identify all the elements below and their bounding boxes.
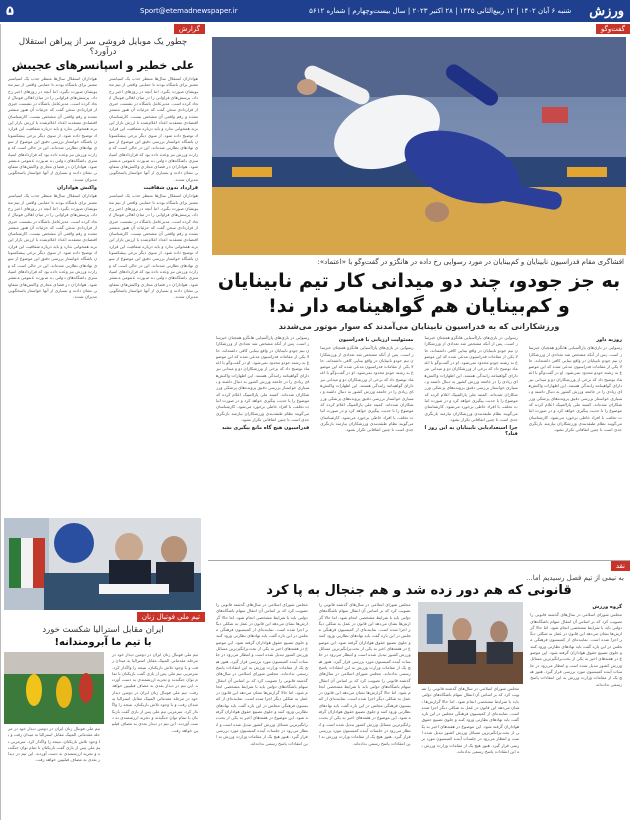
bottom-body-3: مجلس شورای اسلامی در سال‌های گذشته قانونی را تصویب کرد که بر اساس آن انتقال سهام باشگاه‌های دولتی باید با شرایط مشخصی انجام شود. اما حالا گزارش‌ها نشان می‌دهد این قانون در عمل به شکلی دیگر اجرا شده است. نماینده‌ای از کمیسیون فرهنگی مجلس در این باره گفت باید نهادهای نظارتی ورود کنند و جلوی تضییع حقوق هواداران گرفته شود. این موضوع در هفته‌های اخیر به یکی از بحث‌برانگیزترین مسائل ورزش کشور تبدیل شده است و انتظار می‌رود در جلسات آینده کمیسیون مورد بررسی قرار گیرد. هنوز هیچ یک از مقامات وزارت ورزش به این انتقادات پاسخ رسمی نداده‌اند. (318, 602, 411, 677)
main-subhead-1: چرا استعدادیابی نابینایان به این روز افتاد؟ (424, 425, 518, 438)
left-body-text-2: هواداران استقلال سال‌ها منتظر جذب یک اسپانسر معتبر برای باشگاه بودند تا حمایتی واقعی از تیم محبوبشان صورت بگیرد. اما آنچه در روزهای اخیر رخ داد، پرسش‌های فراوانی را در میان اهالی فوتبال ایجاد کرده است. مدیرعامل باشگاه در نشست خبری از قراردادی سخن گفت که جزئیات آن هنوز منتشر نشده و رقم واقعی آن مشخص نیست. کارشناسان اقتصادی معتقدند اعداد اعلام‌شده با ارزش بازار این برند همخوانی ندارد و باید درباره شفافیت این قرارداد توضیح داده شود. از سوی دیگر برخی پیشکسوتان باشگاه خواستار بررسی دقیق این موضوع از سوی نهادهای نظارتی شده‌اند. این در حالی است که وزارت ورزش نیز وعده داده بود که قراردادهای اسپانسری باشگاه‌های دولتی به صورت عمومی منتشر شود. هواداران در فضای مجازی واکنش‌های متفاوتی نشان دادند و بسیاری از آنها خواستار پاسخگویی مدیران شدند. (109, 193, 198, 300)
contract-signing-photo (4, 518, 201, 610)
left-body-text: هواداران استقلال سال‌ها منتظر جذب یک اسپانسر معتبر برای باشگاه بودند تا حمایتی واقعی از تیم محبوبشان صورت بگیرد. اما آنچه در روزهای اخیر رخ داد، پرسش‌های فراوانی را در میان اهالی فوتبال ایجاد کرده است. مدیرعامل باشگاه در نشست خبری از قراردادی سخن گفت که جزئیات آن هنوز منتشر نشده و رقم واقعی آن مشخص نیست. کارشناسان اقتصادی معتقدند اعداد اعلام‌شده با ارزش بازار این برند همخوانی ندارد و باید درباره شفافیت این قرارداد توضیح داده شود. از سوی دیگر برخی پیشکسوتان باشگاه خواستار بررسی دقیق این موضوع از سوی نهادهای نظارتی شده‌اند. این در حالی است که وزارت ورزش نیز وعده داده بود که قراردادهای اسپانسری باشگاه‌های دولتی به صورت عمومی منتشر شود. هواداران در فضای مجازی واکنش‌های متفاوتی نشان دادند و بسیاری از آنها خواستار پاسخگویی مدیران شدند. (109, 76, 198, 182)
main-headline: به جز جودو، چند دو میدانی کار تیم نابینایان و کم‌بینایان هم گواهینامه دار ند! (217, 270, 621, 317)
main-body-4: رسوایی در بازی‌های پاراآسیایی هانگژو همچنان خبرساز است. پس از آنکه مشخص شد تعدادی از ورزشکاران تیم جودو نابینایان در واقع بینایی کافی داشته‌اند، حالا یکی از مقامات فدراسیون مدعی شده که این موضوع به رشته جودو محدود نمی‌شود. او در گفت‌وگو با اعتماد توضیح داد که برخی از ورزشکاران دو و میدانی نیز دارای گواهینامه رانندگی هستند. این اظهارات واکنش‌های زیادی را در جامعه ورزش کشور به دنبال داشته و بسیاری خواستار بررسی دقیق پرونده‌های پزشکی ورزشکاران شده‌اند. کمیته ملی پارالمپیک اعلام کرده که موضوع را با جدیت پیگیری خواهد کرد و در صورت اثبات تخلف، با افراد خاطی برخورد می‌شود. کارشناسان می‌گویند نظام طبقه‌بندی ورزشکاران نیازمند بازنگری جدی است تا چنین اتفاقاتی تکرار نشود. (216, 335, 310, 422)
issue-date: شنبه ۶ آبان ۱۴۰۲ | ۱۲ ربیع‌الثانی ۱۴۴۵ | ۲۸ اکتبر ۲۰۲۳ | سال بیست‌وچهارم | شماره ۵۶۱۲ (309, 7, 572, 15)
left-bottom-body-text: تیم ملی فوتبال زنان ایران در دومین دیدار خود در مرحله مقدماتی المپیک مقابل استرالیا به میدان رفت و با وجود تلاش بازیکنان، نتیجه را واگذار کرد. سرمربی تیم ملی پس از بازی گفت بازیکنان با تمام توان جنگیدند و تجربه ارزشمندی به دست آوردند. این تیم در دیدار بعدی به مصاف فیلیپین خواهد رفت. (112, 652, 198, 695)
bottom-body-1: مجلس شورای اسلامی در سال‌های گذشته قانونی را تصویب کرد که بر اساس آن انتقال سهام باشگاه‌های دولتی باید با شرایط مشخصی انجام شود. اما حالا گزارش‌ها نشان می‌دهد این قانون در عمل به شکلی دیگر اجرا شده است. نماینده‌ای از کمیسیون فرهنگی مجلس در این باره گفت باید نهادهای نظارتی ورود کنند و جلوی تضییع حقوق هواداران گرفته شود. این موضوع در هفته‌های اخیر به یکی از بحث‌برانگیزترین مسائل ورزش کشور تبدیل شده است و انتظار می‌رود در جلسات آینده کمیسیون مورد بررسی قرار گیرد. هنوز هیچ یک از مقامات وزارت ورزش به این انتقادات پاسخ رسمی نداده‌اند. (530, 612, 622, 687)
website[interactable]: Sport@etemadnewspaper.ir (140, 7, 238, 15)
left-bottom-headline: با تیم ما آبرومندانه! (54, 637, 152, 648)
judo-photo (212, 37, 626, 255)
left-body-text-3: هواداران استقلال سال‌ها منتظر جذب یک اسپانسر معتبر برای باشگاه بودند تا حمایتی واقعی از تیم محبوبشان صورت بگیرد. اما آنچه در روزهای اخیر رخ داد، پرسش‌های فراوانی را در میان اهالی فوتبال ایجاد کرده است. مدیرعامل باشگاه در نشست خبری از قراردادی سخن گفت که جزئیات آن هنوز منتشر نشده و رقم واقعی آن مشخص نیست. کارشناسان اقتصادی معتقدند اعداد اعلام‌شده با ارزش بازار این برند همخوانی ندارد و باید درباره شفافیت این قرارداد توضیح داده شود. از سوی دیگر برخی پیشکسوتان باشگاه خواستار بررسی دقیق این موضوع از سوی نهادهای نظارتی شده‌اند. این در حالی است که وزارت ورزش نیز وعده داده بود که قراردادهای اسپانسری باشگاه‌های دولتی به صورت عمومی منتشر شود. هواداران در فضای مجازی واکنش‌های متفاوتی نشان دادند و بسیاری از آنها خواستار پاسخگویی مدیران شدند. (8, 76, 97, 182)
left-headline-small: چطور یک موبایل فروشی سر از پیراهن استقلال درآورد؟ (18, 37, 188, 57)
main-body-2: رسوایی در بازی‌های پاراآسیایی هانگژو همچنان خبرساز است. پس از آنکه مشخص شد تعدادی از ورزشکاران تیم جودو نابینایان در واقع بینایی کافی داشته‌اند، حالا یکی از مقامات فدراسیون مدعی شده که این موضوع به رشته جودو محدود نمی‌شود. او در گفت‌وگو با اعتماد توضیح داد که برخی از ورزشکاران دو و میدانی نیز دارای گواهینامه رانندگی هستند. این اظهارات واکنش‌های زیادی را در جامعه ورزش کشور به دنبال داشته و بسیاری خواستار بررسی دقیق پرونده‌های پزشکی ورزشکاران شده‌اند. کمیته ملی پارالمپیک اعلام کرده که موضوع را با جدیت پیگیری خواهد کرد و در صورت اثبات تخلف، با افراد خاطی برخورد می‌شود. کارشناسان می‌گویند نظام طبقه‌بندی ورزشکاران نیازمند بازنگری جدی است تا چنین اتفاقاتی تکرار نشود. (424, 335, 518, 422)
bottom-kicker-tag: نقد (611, 561, 630, 571)
bottom-body-columns (208, 602, 630, 810)
left-body-text-4: هواداران استقلال سال‌ها منتظر جذب یک اسپانسر معتبر برای باشگاه بودند تا حمایتی واقعی از تیم محبوبشان صورت بگیرد. اما آنچه در روزهای اخیر رخ داد، پرسش‌های فراوانی را در میان اهالی فوتبال ایجاد کرده است. مدیرعامل باشگاه در نشست خبری از قراردادی سخن گفت که جزئیات آن هنوز منتشر نشده و رقم واقعی آن مشخص نیست. کارشناسان اقتصادی معتقدند اعداد اعلام‌شده با ارزش بازار این برند همخوانی ندارد و باید درباره شفافیت این قرارداد توضیح داده شود. از سوی دیگر برخی پیشکسوتان باشگاه خواستار بررسی دقیق این موضوع از سوی نهادهای نظارتی شده‌اند. این در حالی است که وزارت ورزش نیز وعده داده بود که قراردادهای اسپانسری باشگاه‌های دولتی به صورت عمومی منتشر شود. هواداران در فضای مجازی واکنش‌های متفاوتی نشان دادند و بسیاری از آنها خواستار پاسخگویی مدیران شدند. (8, 193, 97, 300)
bottom-byline: گروه ورزش (592, 604, 622, 610)
section-title: ورزش (589, 3, 624, 19)
main-body-columns (208, 335, 630, 543)
bottom-body-2: مجلس شورای اسلامی در سال‌های گذشته قانونی را تصویب کرد که بر اساس آن انتقال سهام باشگاه‌های دولتی باید با شرایط مشخصی انجام شود. اما حالا گزارش‌ها نشان می‌دهد این قانون در عمل به شکلی دیگر اجرا شده است. نماینده‌ای از کمیسیون فرهنگی مجلس در این باره گفت باید نهادهای نظارتی ورود کنند و جلوی تضییع حقوق هواداران گرفته شود. این موضوع در هفته‌های اخیر به یکی از بحث‌برانگیزترین مسائل ورزش کشور تبدیل شده است و انتظار می‌رود در جلسات آینده کمیسیون مورد بررسی قرار گیرد. هنوز هیچ یک از مقامات وزارت ورزش به این انتقادات پاسخ رسمی نداده‌اند. (421, 686, 520, 754)
left-bottom-kicker: تیم ملی فوتبال زنان (137, 612, 205, 622)
left-body (1, 76, 205, 514)
left-headline: علی خطیر و اسپانسرهای عجیبش (11, 59, 195, 72)
bottom-kicker: به نیمی از تیم فصل رسیدیم اما... (526, 574, 624, 582)
left-subhead-2: واکنش هواداران (56, 185, 97, 192)
left-bottom-body (1, 652, 205, 812)
main-body-3: رسوایی در بازی‌های پاراآسیایی هانگژو همچنان خبرساز است. پس از آنکه مشخص شد تعدادی از ورزشکاران تیم جودو نابینایان در واقع بینایی کافی داشته‌اند، حالا یکی از مقامات فدراسیون مدعی شده که این موضوع به رشته جودو محدود نمی‌شود. او در گفت‌وگو با اعتماد توضیح داد که برخی از ورزشکاران دو و میدانی نیز دارای گواهینامه رانندگی هستند. این اظهارات واکنش‌های زیادی را در جامعه ورزش کشور به دنبال داشته و بسیاری خواستار بررسی دقیق پرونده‌های پزشکی ورزشکاران شده‌اند. کمیته ملی پارالمپیک اعلام کرده که موضوع را با جدیت پیگیری خواهد کرد و در صورت اثبات تخلف، با افراد خاطی برخورد می‌شود. کارشناسان می‌گویند نظام طبقه‌بندی ورزشکاران نیازمند بازنگری جدی است تا چنین اتفاقاتی تکرار نشود. (320, 345, 414, 433)
main-kicker: گفت‌وگو (596, 24, 630, 34)
bottom-story (208, 560, 630, 820)
page-number: ۵ (6, 3, 14, 19)
left-bottom-body-text-2: تیم ملی فوتبال زنان ایران در دومین دیدار خود در مرحله مقدماتی المپیک مقابل استرالیا به میدان رفت و با وجود تلاش بازیکنان، نتیجه را واگذار کرد. سرمربی تیم ملی پس از بازی گفت بازیکنان با تمام توان جنگیدند و تجربه ارزشمندی به دست آوردند. این تیم در دیدار بعدی به مصاف فیلیپین خواهد رفت. (112, 689, 198, 733)
left-subhead-1: قرارداد بدون شفافیت (143, 185, 198, 192)
left-bottom-headline-small: ایران مقابل استرالیا شکست خورد (42, 625, 164, 635)
parliament-photo (418, 602, 524, 684)
left-bottom-body-text-3: تیم ملی فوتبال زنان ایران در دومین دیدار خود در مرحله مقدماتی المپیک مقابل استرالیا به میدان رفت و با وجود تلاش بازیکنان، نتیجه را واگذار کرد. سرمربی تیم ملی پس از بازی گفت بازیکنان با تمام توان جنگیدند و تجربه ارزشمندی به دست آوردند. این تیم در دیدار بعدی به مصاف فیلیپین خواهد رفت. (8, 726, 100, 763)
bottom-body-4b: مجلس شورای اسلامی در سال‌های گذشته قانونی را تصویب کرد که بر اساس آن انتقال سهام باشگاه‌های دولتی باید با شرایط مشخصی انجام شود. اما حالا گزارش‌ها نشان می‌دهد این قانون در عمل به شکلی دیگر اجرا شده است. نماینده‌ای از کمیسیون فرهنگی مجلس در این باره گفت باید نهادهای نظارتی ورود کنند و جلوی تضییع حقوق هواداران گرفته شود. این موضوع در هفته‌های اخیر به یکی از بحث‌برانگیزترین مسائل ورزش کشور تبدیل شده است و انتظار می‌رود در جلسات آینده کمیسیون مورد بررسی قرار گیرد. هنوز هیچ یک از مقامات وزارت ورزش به این انتقادات پاسخ رسمی نداده‌اند. (215, 671, 308, 746)
photo-caption: افشاگری مقام فدراسیون نابینایان و کم‌بینایان در مورد رسوایی رخ داده در هانگژو در گفت‌وگو با «اعتماد»: (317, 258, 624, 266)
main-subheadline: ورزشکارانی که به فدراسیون نابینایان می‌آمدند که سوار موتور می‌شدند (278, 322, 560, 331)
bottom-body-3b: مجلس شورای اسلامی در سال‌های گذشته قانونی را تصویب کرد که بر اساس آن انتقال سهام باشگاه‌های دولتی باید با شرایط مشخصی انجام شود. اما حالا گزارش‌ها نشان می‌دهد این قانون در عمل به شکلی دیگر اجرا شده است. نماینده‌ای از کمیسیون فرهنگی مجلس در این باره گفت باید نهادهای نظارتی ورود کنند و جلوی تضییع حقوق هواداران گرفته شود. این موضوع در هفته‌های اخیر به یکی از بحث‌برانگیزترین مسائل ورزش کشور تبدیل شده است و انتظار می‌رود در جلسات آینده کمیسیون مورد بررسی قرار گیرد. هنوز هیچ یک از مقامات وزارت ورزش به این انتقادات پاسخ رسمی نداده‌اند. (318, 671, 411, 746)
main-subhead-2: مسئولیت ارزیابی با فدراسیون (338, 337, 414, 343)
main-subhead-3: فدراسیون هیچ گاه مانع پیگیری نشد (221, 425, 310, 432)
football-photo (4, 652, 104, 724)
left-kicker: گزارش (174, 24, 205, 34)
main-story (208, 24, 630, 554)
main-byline: روزبه داور (596, 337, 622, 343)
main-body-1: رسوایی در بازی‌های پاراآسیایی هانگژو همچنان خبرساز است. پس از آنکه مشخص شد تعدادی از ورزشکاران تیم جودو نابینایان در واقع بینایی کافی داشته‌اند، حالا یکی از مقامات فدراسیون مدعی شده که این موضوع به رشته جودو محدود نمی‌شود. او در گفت‌وگو با اعتماد توضیح داد که برخی از ورزشکاران دو و میدانی نیز دارای گواهینامه رانندگی هستند. این اظهارات واکنش‌های زیادی را در جامعه ورزش کشور به دنبال داشته و بسیاری خواستار بررسی دقیق پرونده‌های پزشکی ورزشکاران شده‌اند. کمیته ملی پارالمپیک اعلام کرده که موضوع را با جدیت پیگیری خواهد کرد و در صورت اثبات تخلف، با افراد خاطی برخورد می‌شود. کارشناسان می‌گویند نظام طبقه‌بندی ورزشکاران نیازمند بازنگری جدی است تا چنین اتفاقاتی تکرار نشود. (528, 345, 622, 433)
bottom-body-4: مجلس شورای اسلامی در سال‌های گذشته قانونی را تصویب کرد که بر اساس آن انتقال سهام باشگاه‌های دولتی باید با شرایط مشخصی انجام شود. اما حالا گزارش‌ها نشان می‌دهد این قانون در عمل به شکلی دیگر اجرا شده است. نماینده‌ای از کمیسیون فرهنگی مجلس در این باره گفت باید نهادهای نظارتی ورود کنند و جلوی تضییع حقوق هواداران گرفته شود. این موضوع در هفته‌های اخیر به یکی از بحث‌برانگیزترین مسائل ورزش کشور تبدیل شده است و انتظار می‌رود در جلسات آینده کمیسیون مورد بررسی قرار گیرد. هنوز هیچ یک از مقامات وزارت ورزش به این انتقادات پاسخ رسمی نداده‌اند. (215, 602, 308, 677)
left-column (0, 24, 205, 820)
bottom-headline: قانونی که هم دور زده شد و هم جنجال به پا کرد (266, 583, 572, 598)
masthead (0, 0, 630, 22)
